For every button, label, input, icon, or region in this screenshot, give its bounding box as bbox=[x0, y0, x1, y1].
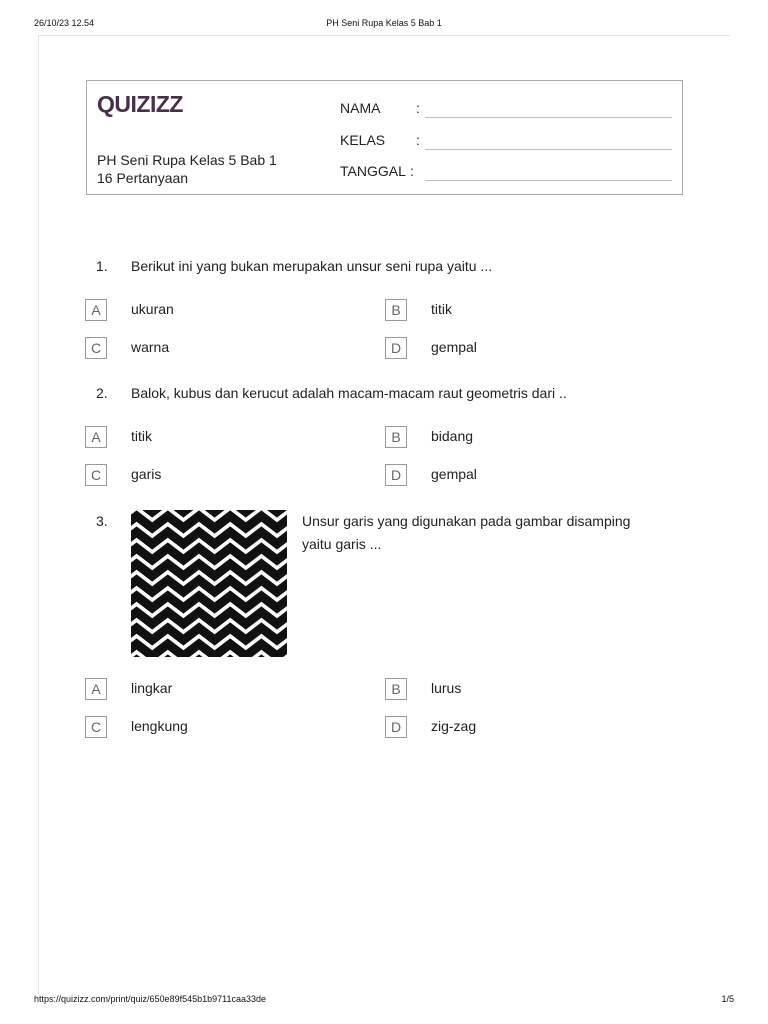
quiz-title: PH Seni Rupa Kelas 5 Bab 1 bbox=[97, 152, 277, 168]
option-a-box: A bbox=[85, 678, 107, 700]
print-page-number: 1/5 bbox=[721, 994, 734, 1004]
option-a-box: A bbox=[85, 299, 107, 321]
option-c-text: warna bbox=[131, 339, 170, 355]
question-number: 3. bbox=[96, 513, 108, 529]
question-text: Balok, kubus dan kerucut adalah macam-macam raut geometris dari .. bbox=[131, 385, 567, 401]
page-top-rule bbox=[38, 35, 730, 36]
name-field bbox=[340, 96, 672, 118]
print-doc-title: PH Seni Rupa Kelas 5 Bab 1 bbox=[326, 18, 442, 28]
print-datetime: 26/10/23 12.54 bbox=[34, 18, 95, 28]
class-line bbox=[425, 149, 672, 150]
class-label: KELAS bbox=[340, 132, 386, 148]
question-count: 16 Pertanyaan bbox=[97, 170, 189, 186]
option-c-text: lengkung bbox=[131, 718, 188, 734]
name-line bbox=[425, 117, 672, 118]
class-field bbox=[340, 128, 672, 150]
question-text: Berikut ini yang bukan merupakan unsur seni rupa yaitu ... bbox=[131, 258, 493, 274]
quizizz-logo: QUIZIZZ bbox=[97, 91, 183, 117]
option-b-text: bidang bbox=[431, 428, 474, 444]
option-d-text: gempal bbox=[431, 339, 477, 355]
option-c-box: C bbox=[85, 337, 107, 359]
name-label: NAMA bbox=[340, 100, 381, 116]
option-a-text: titik bbox=[131, 428, 152, 444]
option-a-box: A bbox=[85, 426, 107, 448]
option-d-box: D bbox=[385, 716, 407, 738]
option-a-text: ukuran bbox=[131, 301, 174, 317]
print-url: https://quizizz.com/print/quiz/650e89f545b1b9711caa33de bbox=[34, 994, 266, 1004]
option-c-box: C bbox=[85, 464, 107, 486]
option-c-box: C bbox=[85, 716, 107, 738]
option-b-box: B bbox=[385, 426, 407, 448]
name-colon: : bbox=[416, 100, 420, 116]
option-d-text: gempal bbox=[431, 466, 477, 482]
option-d-text: zig-zag bbox=[431, 718, 477, 734]
question-text bbox=[302, 510, 682, 556]
option-d-box: D bbox=[385, 337, 407, 359]
option-c-text: garis bbox=[131, 466, 162, 482]
question-text-line-1: Unsur garis yang digunakan pada gambar disamping bbox=[302, 513, 631, 529]
worksheet-header bbox=[86, 80, 683, 195]
question-number: 2. bbox=[96, 385, 108, 401]
class-colon: : bbox=[416, 132, 420, 148]
option-a-text: lingkar bbox=[131, 680, 173, 696]
date-field bbox=[340, 159, 672, 181]
option-b-text: titik bbox=[431, 301, 452, 317]
date-line bbox=[425, 180, 672, 181]
date-label: TANGGAL bbox=[340, 163, 406, 179]
page-left-rule bbox=[38, 35, 39, 994]
date-colon: : bbox=[410, 163, 414, 179]
question-number: 1. bbox=[96, 258, 108, 274]
option-d-box: D bbox=[385, 464, 407, 486]
option-b-box: B bbox=[385, 678, 407, 700]
zigzag-pattern-image bbox=[131, 510, 287, 657]
option-b-box: B bbox=[385, 299, 407, 321]
option-b-text: lurus bbox=[431, 680, 462, 696]
question-text-line-2: yaitu garis ... bbox=[302, 536, 382, 552]
